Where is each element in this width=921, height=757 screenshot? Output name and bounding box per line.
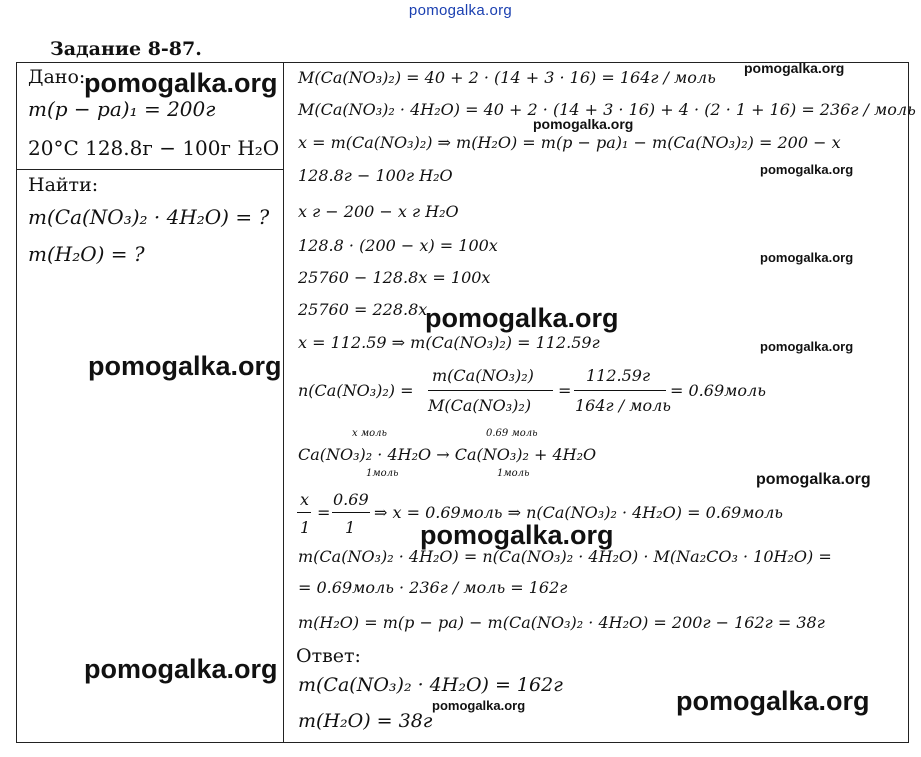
- proportion-numerator-2: 0.69: [333, 490, 369, 509]
- watermark: pomogalka.org: [760, 162, 854, 177]
- given-mass-solution: m(p − pa)₁ = 200г: [28, 97, 216, 121]
- given-find-divider: [16, 169, 284, 170]
- watermark: pomogalka.org: [744, 60, 845, 76]
- water-mass-expression: x = m(Ca(NO₃)₂) ⇒ m(H₂O) = m(p − pa)₁ − m(Ca(NO₃)₂) = 200 − x: [298, 133, 841, 152]
- hydrate-molar-mass-line: M(Ca(NO₃)₂ · 4H₂O) = 40 + 2 · (14 + 3 · 16) + 4 · (2 · 1 + 16) = 236г / моль: [298, 100, 916, 119]
- watermark: pomogalka.org: [425, 303, 619, 333]
- proportion-result: ⇒ x = 0.69моль ⇒ n(Ca(NO₃)₂ · 4H₂O) = 0.69моль: [374, 503, 784, 522]
- moles-denominator-2: 164г / моль: [575, 396, 671, 415]
- watermark: pomogalka.org: [88, 351, 282, 381]
- equation-expanded-line: 25760 − 128.8x = 100x: [298, 268, 491, 287]
- proportion-equals: =: [317, 503, 331, 522]
- given-label: Дано:: [28, 66, 86, 88]
- fraction-bar-1: [428, 390, 553, 391]
- proportion-denominator-2: 1: [345, 518, 356, 537]
- solubility-ratio-line: 128.8г − 100г H₂O: [298, 166, 453, 185]
- watermark: pomogalka.org: [84, 68, 278, 98]
- watermark: pomogalka.org: [84, 654, 278, 684]
- site-header: pomogalka.org: [408, 2, 513, 19]
- proportion-denominator-1: 1: [300, 518, 311, 537]
- find-label: Найти:: [28, 174, 99, 196]
- reaction-coefficient-left: 1моль: [366, 468, 399, 479]
- equation-simplified-line: 25760 = 228.8x: [298, 300, 428, 319]
- reaction-annotation-x: x моль: [352, 428, 387, 439]
- moles-denominator-1: M(Ca(NO₃)₂): [428, 396, 532, 415]
- water-mass-line: m(H₂O) = m(p − pa) − m(Ca(NO₃)₂ · 4H₂O) = 200г − 162г = 38г: [298, 613, 825, 632]
- answer-hydrate: m(Ca(NO₃)₂ · 4H₂O) = 162г: [298, 674, 563, 696]
- proportion-line: x г − 200 − x г H₂O: [298, 202, 459, 221]
- reaction-equation: Ca(NO₃)₂ · 4H₂O → Ca(NO₃)₂ + 4H₂O: [298, 445, 597, 464]
- fraction-bar-2: [574, 390, 666, 391]
- moles-numerator-1: m(Ca(NO₃)₂): [432, 366, 534, 385]
- x-value-line: x = 112.59 ⇒ m(Ca(NO₃)₂) = 112.59г: [298, 333, 600, 352]
- watermark: pomogalka.org: [676, 686, 870, 716]
- watermark: pomogalka.org: [432, 698, 526, 713]
- find-item-water: m(H₂O) = ?: [28, 242, 145, 266]
- moles-result: = 0.69моль: [670, 381, 766, 400]
- proportion-bar-2: [332, 512, 370, 513]
- hydrate-mass-line-1: m(Ca(NO₃)₂ · 4H₂O) = n(Ca(NO₃)₂ · 4H₂O) · M(Na₂CO₃ · 10H₂O) =: [298, 547, 832, 566]
- task-title: Задание 8-87.: [50, 38, 202, 60]
- watermark: pomogalka.org: [756, 471, 871, 488]
- watermark: pomogalka.org: [760, 250, 854, 265]
- column-divider: [283, 62, 284, 743]
- answer-label: Ответ:: [296, 645, 361, 667]
- proportion-numerator-1: x: [300, 490, 310, 509]
- equation-line: 128.8 · (200 − x) = 100x: [298, 236, 498, 255]
- watermark: pomogalka.org: [420, 520, 614, 550]
- hydrate-mass-line-2: = 0.69моль · 236г / моль = 162г: [298, 578, 568, 597]
- reaction-coefficient-right: 1моль: [497, 468, 530, 479]
- molar-mass-line: M(Ca(NO₃)₂) = 40 + 2 · (14 + 3 · 16) = 164г / моль: [298, 68, 716, 87]
- proportion-bar-1: [297, 512, 311, 513]
- moles-lhs: n(Ca(NO₃)₂) =: [298, 381, 414, 400]
- given-solubility: 20°C 128.8г − 100г H₂O: [28, 136, 280, 160]
- watermark: pomogalka.org: [760, 339, 854, 354]
- answer-water: m(H₂O) = 38г: [298, 710, 433, 732]
- watermark: pomogalka.org: [533, 116, 634, 132]
- find-item-hydrate: m(Ca(NO₃)₂ · 4H₂O) = ?: [28, 205, 270, 229]
- moles-equals: =: [558, 381, 572, 400]
- reaction-annotation-moles: 0.69 моль: [486, 428, 538, 439]
- moles-numerator-2: 112.59г: [586, 366, 651, 385]
